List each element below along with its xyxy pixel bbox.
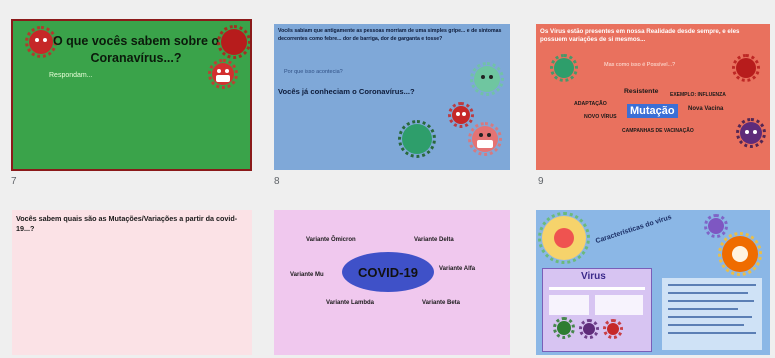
virus-mask-icon <box>472 126 498 152</box>
slide-thumbnail-11[interactable] <box>274 210 510 355</box>
word-novo-virus: NOVO VÍRUS <box>584 114 617 120</box>
slide-thumbnail-7[interactable] <box>11 19 252 171</box>
slide-question: Vocês já conheciam o Coronavírus...? <box>278 87 415 96</box>
virus-green-icon <box>474 66 500 92</box>
variant-omicron: Variante Ômicron <box>306 237 356 243</box>
slide-number: 9 <box>538 176 544 187</box>
slide-number: 8 <box>274 176 280 187</box>
word-adaptacao: ADAPTAÇÃO <box>574 101 607 107</box>
slide-title: Vocês sabem quais são as Mutações/Variações a partir da covid-19...? <box>16 214 238 233</box>
info-text-panel <box>662 278 762 350</box>
slide-thumbnail-10[interactable] <box>12 210 252 355</box>
slide-thumbnail-9[interactable] <box>536 24 770 170</box>
word-nova-vacina: Nova Vacina <box>688 106 724 112</box>
slide-heading: Os Vírus estão presentes em nossa Realidade desde sempre, e eles possuem variações de si mesmos... <box>540 28 740 43</box>
slide-thumbnail-12[interactable] <box>536 210 770 355</box>
word-resistente: Resistente <box>624 88 659 95</box>
slide-number: 7 <box>11 176 17 187</box>
variant-mu: Variante Mu <box>290 272 324 278</box>
virus-diagram-icon <box>722 236 758 272</box>
virus-purple-icon <box>740 122 762 144</box>
mutacao-box: Mutação <box>627 104 678 118</box>
word-campanhas: CAMPANHAS DE VACINAÇÃO <box>622 128 694 134</box>
slide-note: Por que isso acontecia? <box>284 69 343 75</box>
variant-alfa: Variante Alfa <box>439 266 476 272</box>
slide-subheading: Mas como isso é Possível...? <box>604 62 676 68</box>
virus-info-box <box>542 268 652 352</box>
virus-green-icon <box>554 58 574 78</box>
box-title: Virus <box>581 271 606 282</box>
slide-thumbnail-8[interactable] <box>274 24 510 170</box>
covid-label: COVID-19 <box>358 265 418 280</box>
slide-paragraph: Vocês sabiam que antigamente as pessoas morriam de uma simples gripe... e de sintomas decorrentes como febre... dor de barriga, dor de garganta e tosse? <box>278 28 502 42</box>
slide-subtitle: Respondam... <box>49 72 93 79</box>
slide-title: O que vocês sabem sobre o Coranavírus...? <box>52 34 220 65</box>
virus-cluster-icon <box>402 124 432 154</box>
word-exemplo: EXEMPLO: INFLUENZA <box>670 92 726 98</box>
virus-red-icon <box>452 106 470 124</box>
virus-diagram-icon <box>542 216 586 260</box>
variant-delta: Variante Delta <box>414 237 454 243</box>
virus-purple-icon <box>708 218 724 234</box>
virus-face-icon <box>29 30 53 54</box>
slide-header: Características do vírus <box>594 213 673 246</box>
variant-beta: Variante Beta <box>422 300 461 306</box>
variant-lambda: Variante Lambda <box>326 300 375 306</box>
virus-mask-icon <box>212 63 234 85</box>
virus-icon <box>221 29 247 55</box>
virus-red-icon <box>736 58 756 78</box>
